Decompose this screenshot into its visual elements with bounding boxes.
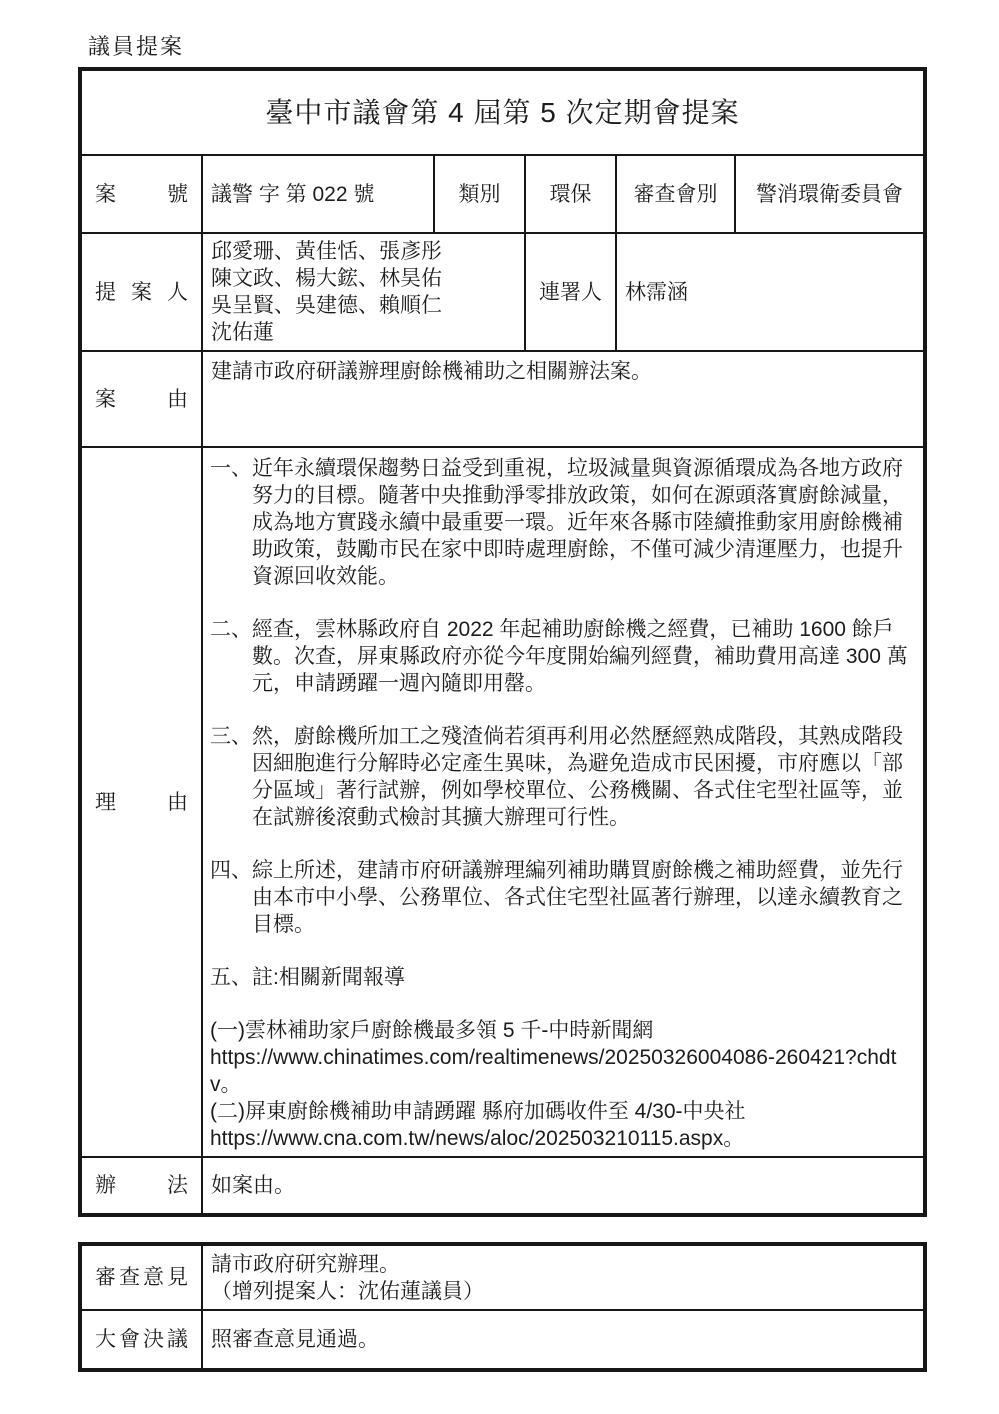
assembly-resolution-label-cell	[80, 1310, 202, 1370]
category-value: 環保	[525, 155, 616, 233]
reason-item-4	[210, 857, 913, 938]
reason-item-text: 近年永續環保趨勢日益受到重視，垃圾減量與資源循環成為各地方政府努力的目標。隨著中央推動淨零排放政策，如何在源頭落實廚餘減量，成為地方實踐永續中最重要一環。近年來各縣市陸續推動家用廚餘機補助政策，鼓勵市民在家中即時處理廚餘，不僅可減少清運壓力，也提升資源回收效能。	[252, 457, 903, 588]
review-opinion-value	[202, 1244, 925, 1310]
reason-item-marker: 四、	[210, 859, 252, 882]
reason-item-3	[210, 723, 913, 831]
case-number-value: 議警 字 第 022 號	[202, 155, 434, 233]
reason-label-cell	[80, 447, 202, 1157]
review-committee-value: 警消環衛委員會	[735, 155, 925, 233]
document-type-label: 議員提案	[88, 34, 185, 59]
category-label: 類別	[434, 155, 525, 233]
assembly-resolution-value: 照審查意見通過。	[202, 1310, 925, 1370]
subject-label: 案由	[95, 387, 188, 411]
subject-row	[80, 351, 925, 447]
reference-url-1: https://www.chinatimes.com/realtimenews/20250326004086-260421?chdtv。	[210, 1046, 897, 1096]
reason-label: 理由	[95, 790, 188, 814]
review-opinion-label-cell	[80, 1244, 202, 1310]
reference-url-2: https://www.cna.com.tw/news/aloc/202503210115.aspx。	[210, 1127, 745, 1150]
proposers-label: 提案人	[95, 280, 188, 304]
reason-item-5	[210, 964, 913, 991]
reason-item-marker: 三、	[210, 725, 252, 748]
title-row	[80, 69, 925, 155]
method-label-cell	[80, 1157, 202, 1215]
reference-title-1: (一)雲林補助家戶廚餘機最多領 5 千-中時新聞網	[210, 1019, 654, 1042]
news-references	[210, 1017, 913, 1152]
reason-item-text: 然，廚餘機所加工之殘渣倘若須再利用必然歷經熟成階段，其熟成階段因細胞進行分解時必定產生異味，為避免造成市民困擾，市府應以「部分區域」著行試辦，例如學校單位、公務機關、各式住宅型社區等，並在試辦後滾動式檢討其擴大辦理可行性。	[252, 725, 903, 829]
proposer-line: 吳呈賢、吳建德、賴順仁	[211, 294, 442, 317]
assembly-resolution-row	[80, 1310, 925, 1370]
review-committee-label: 審查會別	[616, 155, 735, 233]
subject-value: 建請市政府研議辦理廚餘機補助之相關辦法案。	[202, 351, 925, 447]
review-table	[78, 1242, 927, 1372]
reason-item-1	[210, 455, 913, 590]
reason-item-text: 註:相關新聞報導	[252, 966, 405, 989]
cosigner-label: 連署人	[525, 233, 616, 351]
proposers-label-cell	[80, 233, 202, 351]
reason-item-text: 經查，雲林縣政府自 2022 年起補助廚餘機之經費，已補助 1600 餘戶數。次查，屏東縣政府亦從今年度開始編列經費，補助費用高達 300 萬元，申請踴躍一週內隨即用罄。	[252, 618, 908, 695]
proposer-line: 邱愛珊、黃佳恬、張彥彤	[211, 240, 442, 263]
proposal-table	[78, 67, 927, 1217]
reason-item-marker: 一、	[210, 457, 252, 480]
review-opinion-line: （增列提案人：沈佑蓮議員）	[211, 1279, 484, 1303]
proposer-line: 陳文政、楊大鋐、林昊佑	[211, 267, 442, 290]
cosigner-value: 林霈涵	[616, 233, 925, 351]
reason-item-marker: 五、	[210, 966, 252, 989]
case-number-row	[80, 155, 925, 233]
reason-item-text: 綜上所述，建請市府研議辦理編列補助購買廚餘機之補助經費，並先行由本市中小學、公務單位、各式住宅型社區著行辦理，以達永續教育之目標。	[252, 859, 903, 936]
review-opinion-row	[80, 1244, 925, 1310]
proposer-line: 沈佑蓮	[211, 321, 274, 344]
assembly-resolution-label: 大會決議	[95, 1328, 188, 1351]
page-title: 臺中市議會第 4 屆第 5 次定期會提案	[80, 69, 925, 155]
case-number-label: 案號	[95, 182, 188, 206]
method-label: 辦法	[95, 1174, 188, 1197]
proposers-row	[80, 233, 925, 351]
reason-item-2	[210, 616, 913, 697]
method-row	[80, 1157, 925, 1215]
reference-title-2: (二)屏東廚餘機補助申請踴躍 縣府加碼收件至 4/30-中央社	[210, 1100, 746, 1123]
case-number-label-cell	[80, 155, 202, 233]
reason-row	[80, 447, 925, 1157]
review-opinion-line: 請市政府研究辦理。	[211, 1252, 400, 1276]
review-opinion-label: 審查意見	[95, 1266, 188, 1289]
reason-content	[202, 447, 925, 1157]
reason-item-marker: 二、	[210, 618, 252, 641]
subject-label-cell	[80, 351, 202, 447]
method-value: 如案由。	[202, 1157, 925, 1215]
proposers-value	[202, 233, 525, 351]
